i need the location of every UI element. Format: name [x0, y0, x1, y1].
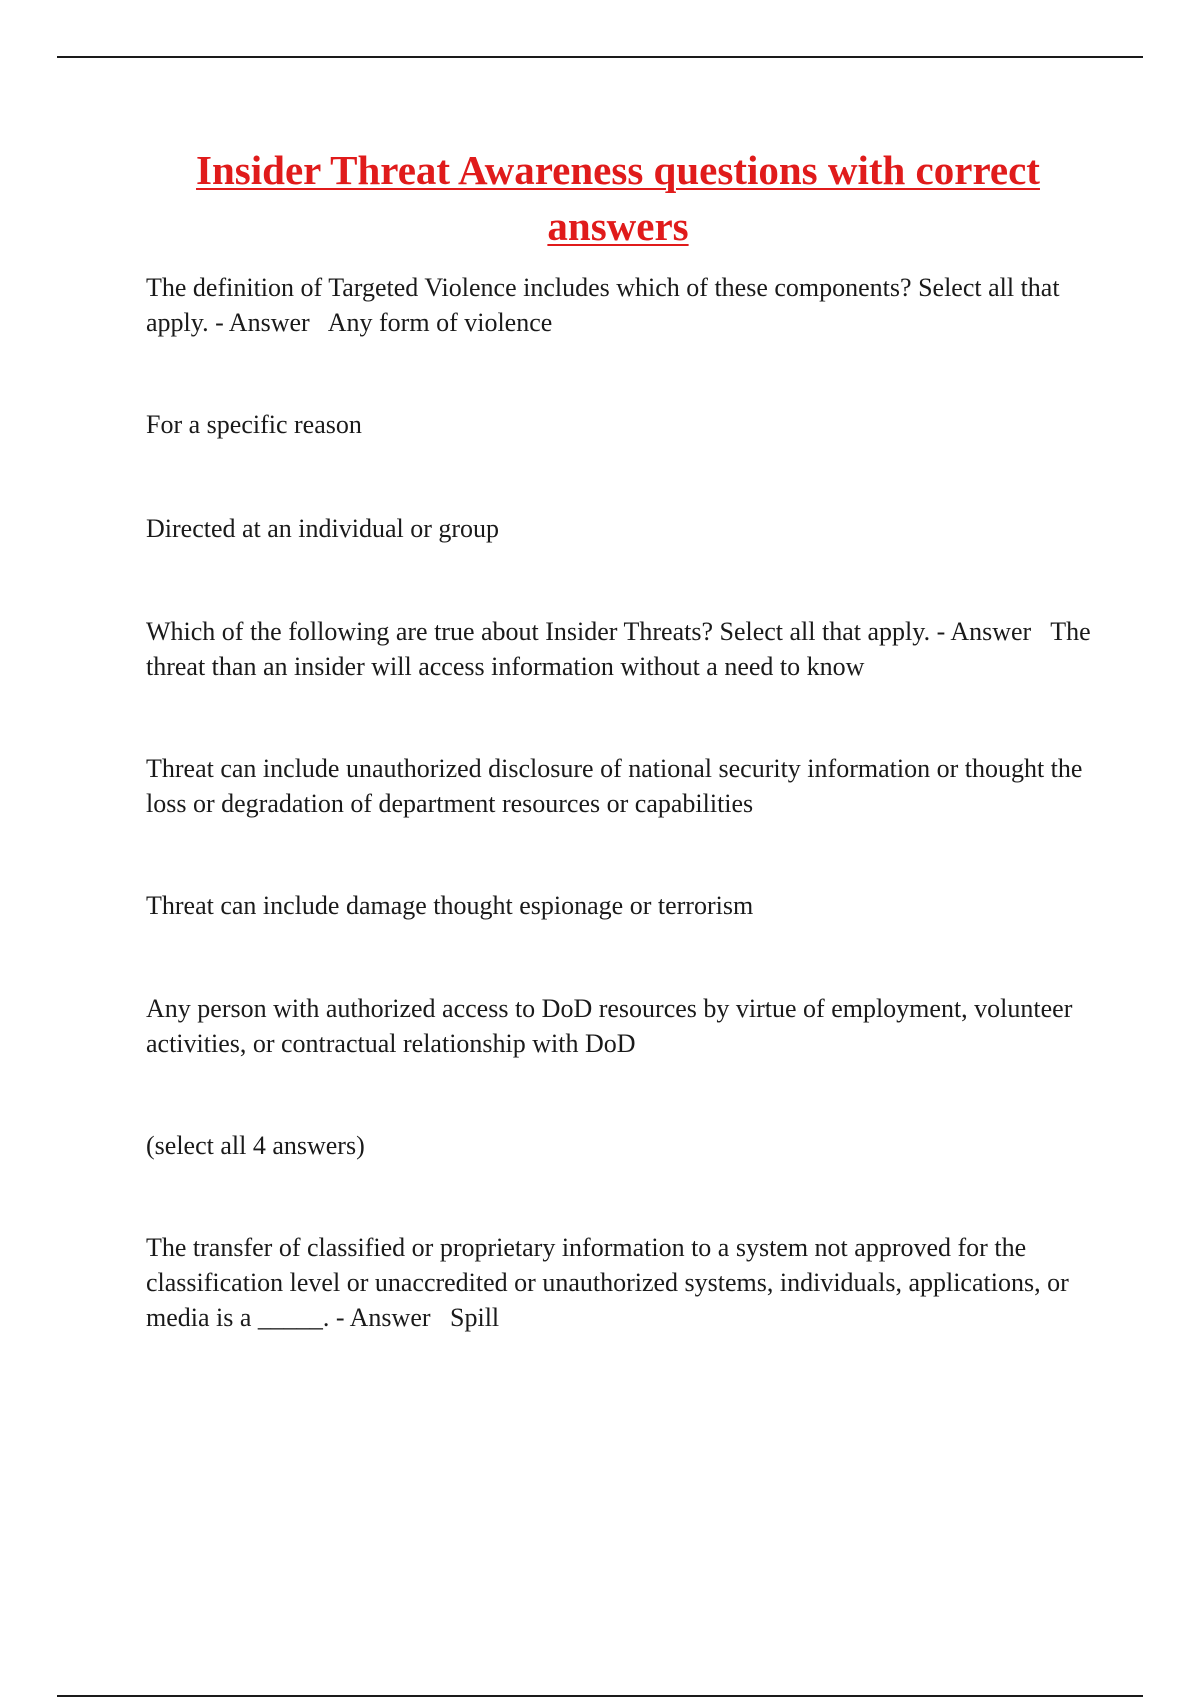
answer-label: - Answer — [335, 1303, 431, 1332]
answer-text: Any form of violence — [327, 308, 553, 337]
question-targeted-violence — [146, 270, 1106, 340]
bottom-rule — [57, 1695, 1143, 1697]
answer-option: Threat can include damage thought espionage or terrorism — [146, 891, 754, 920]
answer-option: Directed at an individual or group — [146, 514, 500, 543]
answer-note: (select all 4 answers) — [146, 1131, 365, 1160]
answer-label: - Answer — [215, 308, 310, 337]
question-spill — [146, 1230, 1106, 1335]
top-rule — [57, 56, 1143, 58]
answer-text: The threat than an insider will access information without a need to know — [146, 617, 1091, 681]
question-insider-threats — [146, 614, 1106, 684]
answer-option: For a specific reason — [146, 410, 362, 439]
question-text: The transfer of classified or proprietary information to a system not approved for the classification level or unaccredited or unauthorized systems, individuals, applications, or media is a _____. — [146, 1233, 1069, 1332]
question-text: Which of the following are true about Insider Threats? Select all that apply. - — [146, 617, 946, 646]
question-text: The definition of Targeted Violence includes which of these components? Select all that apply. — [146, 273, 1060, 337]
document-title: Insider Threat Awareness questions with correct answers — [196, 147, 1040, 249]
answer-option: Any person with authorized access to DoD resources by virtue of employment, volunteer activities, or contractual relationship with DoD — [146, 994, 1073, 1058]
answer-text: Spill — [450, 1303, 500, 1332]
answer-option: Threat can include unauthorized disclosure of national security information or thought the loss or degradation of department resources or capabilities — [146, 754, 1083, 818]
answer-label: Answer — [950, 617, 1032, 646]
